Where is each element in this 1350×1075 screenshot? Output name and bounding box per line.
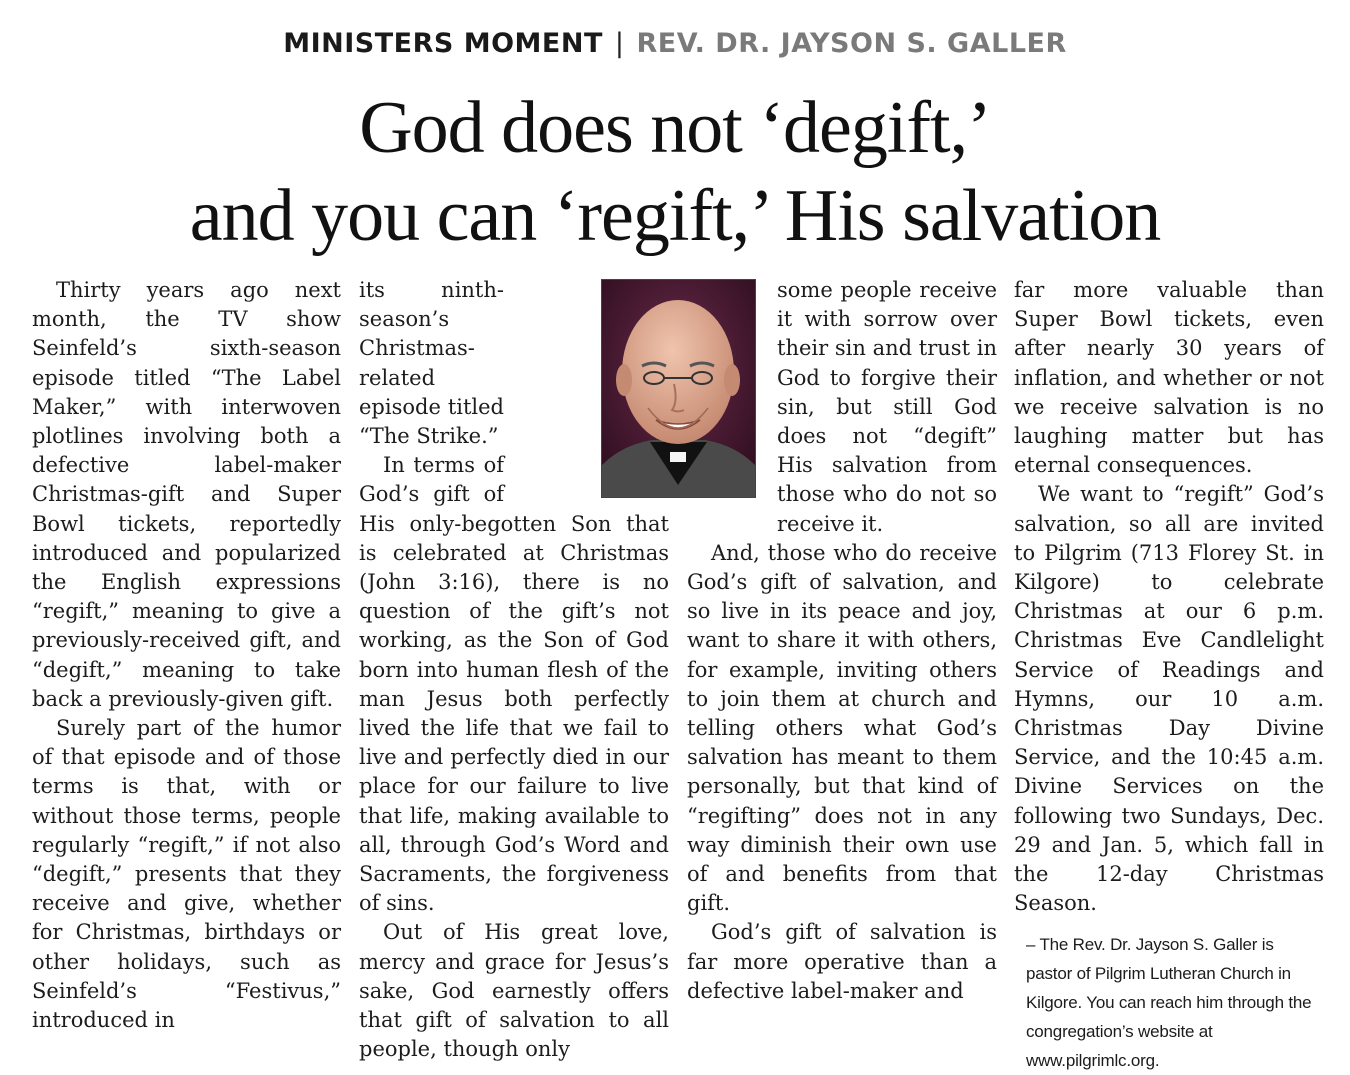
article-column-4 xyxy=(1014,276,1324,1075)
section-name: MINISTERS MOMENT xyxy=(283,28,603,59)
paragraph: In terms of God’s gift of His only-begotten Son that is celebrated at Christmas (John 3:16), there is no question of the gift’s not working, as the Son of God born into human flesh of the man Jesus both perfectly lived the life that we fail to live and perfectly died in our place for our failure to live that life, making available to all, through God’s Word and Sacraments, the forgiveness of sins. xyxy=(359,453,669,916)
paragraph: some people receive it with sorrow over their sin and trust in God to forgive their sin, but still God does not “degift” His salvation from those who do not so receive it. xyxy=(777,278,997,536)
paragraph: We want to “regift” God’s salvation, so all are invited to Pilgrim (713 Florey St. in Kilgore) to celebrate Christmas at our 6 p.m. Christmas Eve Candlelight Service of Readings and Hymns, our 10 a.m. Christmas Day Divine Service, and the 10:45 a.m. Divine Services on the following two Sundays, Dec. 29 and Jan. 5, which fall in the 12-day Christmas Season. xyxy=(1014,482,1324,916)
author-headshot-photo xyxy=(601,279,756,498)
kicker-separator: | xyxy=(614,28,625,59)
paragraph: its ninth-season’s Christmas-related episode titled “The Strike.” xyxy=(359,278,504,449)
paragraph: Thirty years ago next month, the TV show Seinfeld’s sixth-season episode titled “The Label Maker,” with interwoven plotlines involving both a defective label-maker Christmas-gift and Super Bowl tickets, reportedly introduced and popularized the English expressions “regift,” meaning to give a previously-received gift, and “degift,” meaning to take back a previously-given gift. xyxy=(32,278,341,711)
paragraph: God’s gift of salvation is far more operative than a defective label-maker and xyxy=(687,920,997,1003)
article-column-1 xyxy=(32,276,341,1035)
paragraph: Out of His great love, mercy and grace for Jesus’s sake, God earnestly offers that gift of salvation to all people, though only xyxy=(359,920,669,1062)
paragraph: far more valuable than Super Bowl tickets, even after nearly 30 years of inflation, and whether or not we receive salvation is no laughing matter but has eternal consequences. xyxy=(1014,278,1324,478)
headline-line-2: and you can ‘regift,’ His salvation xyxy=(189,175,1161,257)
column-kicker xyxy=(0,26,1350,62)
paragraph: Surely part of the humor of that episode and of those terms is that, with or without those terms, people regularly “regift,” if not also “degift,” presents that they receive and give, whether for Christmas, birthdays or other holidays, such as Seinfeld’s “Festivus,” introduced in xyxy=(32,716,341,1033)
headline xyxy=(0,84,1350,260)
paragraph: And, those who do receive God’s gift of salvation, and so live in its peace and joy, want to share it with others, for example, inviting others to join them at church and telling others what God’s salvation has meant to them personally, but that kind of “regifting” does not in any way diminish their own use of and benefits from that gift. xyxy=(687,540,997,916)
author-bio: – The Rev. Dr. Jayson S. Galler is pastor of Pilgrim Lutheran Church in Kilgore. You can reach him through the congregation’s website at www.pilgrimlc.org. xyxy=(1026,935,1312,1071)
author-byline: REV. DR. JAYSON S. GALLER xyxy=(636,28,1067,59)
headline-line-1: God does not ‘degift,’ xyxy=(359,87,991,169)
headshot-illustration xyxy=(602,280,755,497)
